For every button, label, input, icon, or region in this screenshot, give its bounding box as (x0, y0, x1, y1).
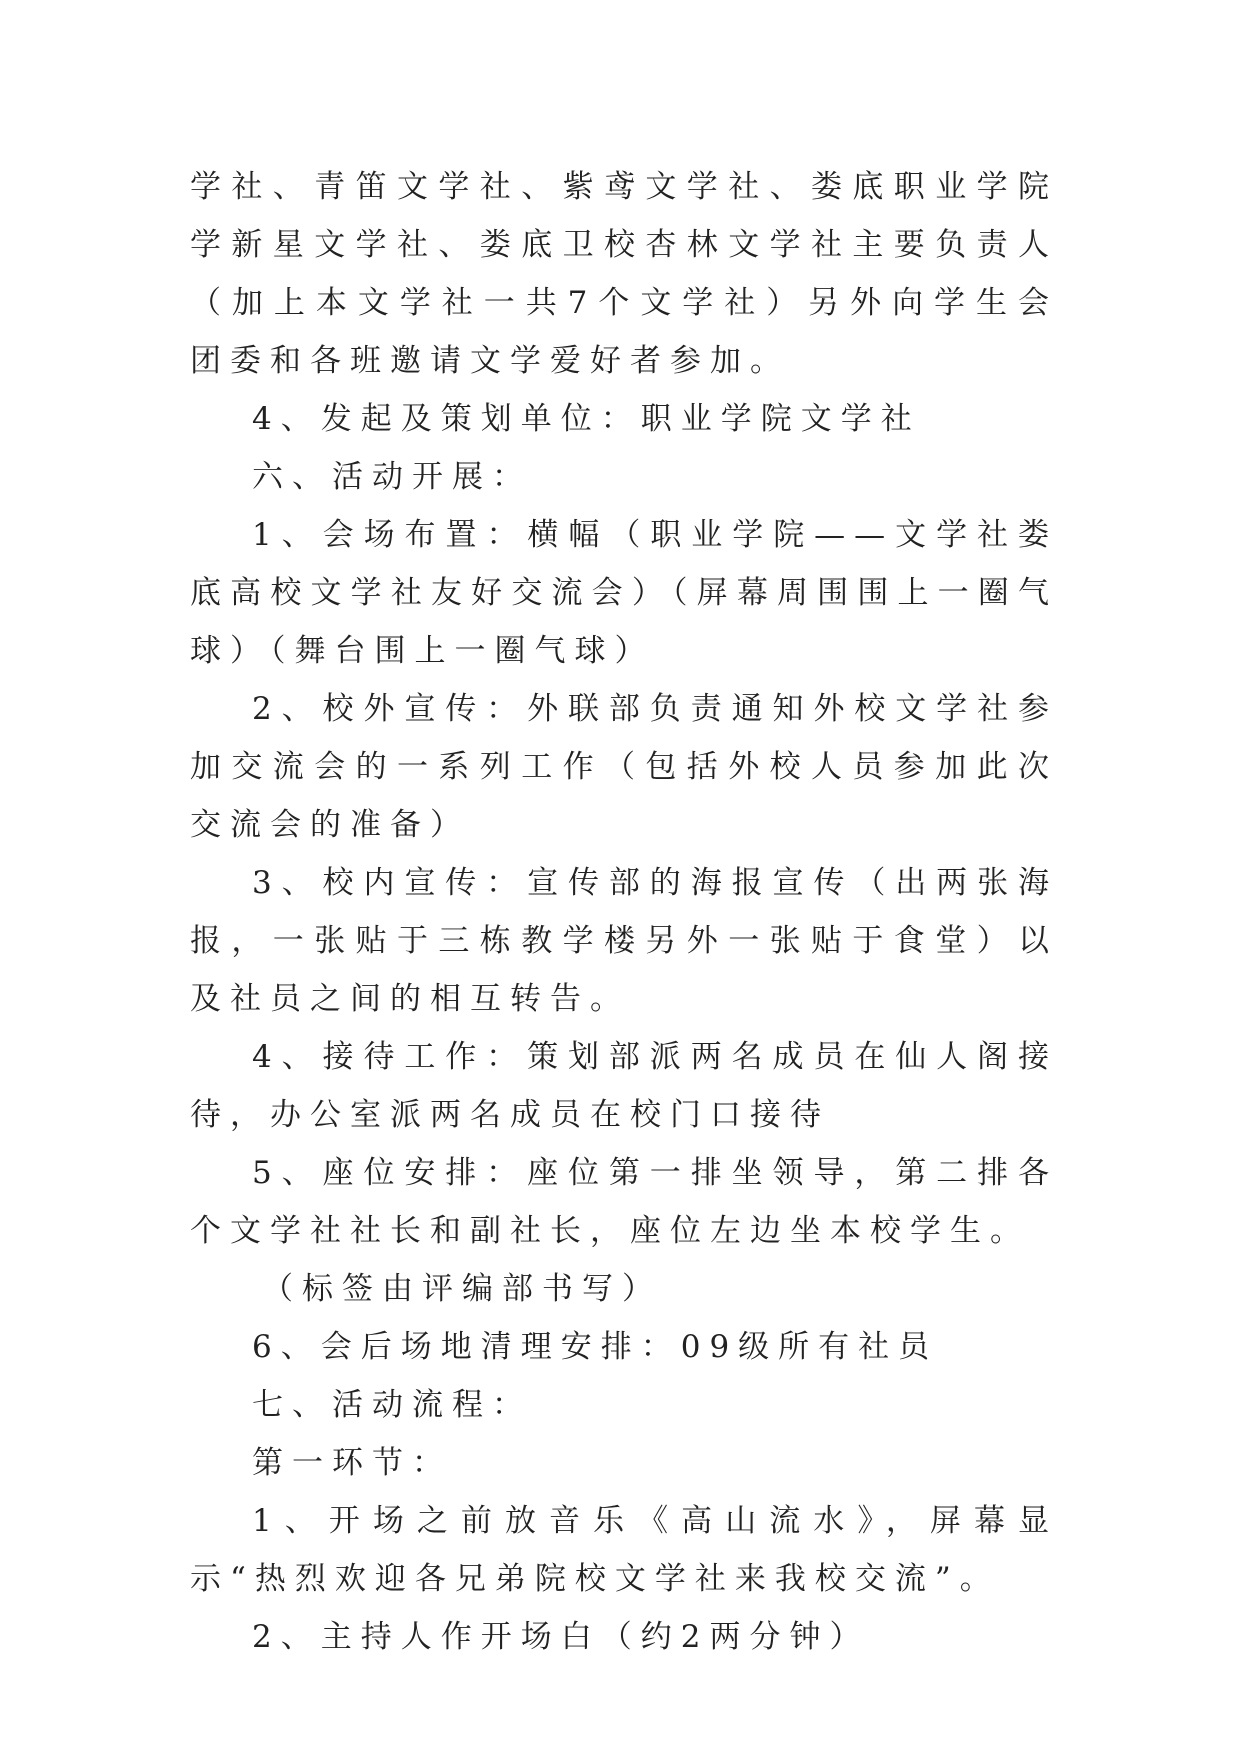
heading-first-segment: 第一环节： (252, 1445, 452, 1481)
paragraph-venue-setup: 1、会场布置：横幅（职业学院——文学社娄底高校文学社友好交流会）（屏幕周围围上一圈气球）（舞台围上一圈气球） (190, 517, 1058, 669)
paragraph-reception: 4、接待工作：策划部派两名成员在仙人阁接待，办公室派两名成员在校门口接待 (190, 1039, 1058, 1133)
paragraph-participants-continued: 学社、青笛文学社、紫鸢文学社、娄底职业学院学新星文学社、娄底卫校杏林文学社主要负责人（加上本文学社一共7个文学社）另外向学生会团委和各班邀请文学爱好者参加。 (190, 169, 1058, 379)
paragraph-organizer: 4、发起及策划单位：职业学院文学社 (252, 401, 921, 437)
paragraph-host-opening: 2、主持人作开场白（约2两分钟） (252, 1619, 870, 1655)
heading-activity-flow: 七、活动流程： (252, 1387, 532, 1423)
paragraph-external-promotion: 2、校外宣传：外联部负责通知外校文学社参加交流会的一系列工作（包括外校人员参加此次交流会的准备） (190, 691, 1058, 843)
paragraph-cleanup: 6、会后场地清理安排：09级所有社员 (252, 1329, 939, 1365)
document-body (190, 158, 1058, 1666)
paragraph-labels-note: （标签由评编部书写） (262, 1271, 662, 1307)
paragraph-internal-promotion: 3、校内宣传：宣传部的海报宣传（出两张海报，一张贴于三栋教学楼另外一张贴于食堂）以及社员之间的相互转告。 (190, 865, 1058, 1017)
heading-activity-development: 六、活动开展： (252, 459, 532, 495)
paragraph-opening-music: 1、开场之前放音乐《高山流水》，屏幕显示“热烈欢迎各兄弟院校文学社来我校交流”。 (190, 1503, 1058, 1597)
paragraph-seating: 5、座位安排：座位第一排坐领导，第二排各个文学社社长和副社长，座位左边坐本校学生。 (190, 1155, 1058, 1249)
